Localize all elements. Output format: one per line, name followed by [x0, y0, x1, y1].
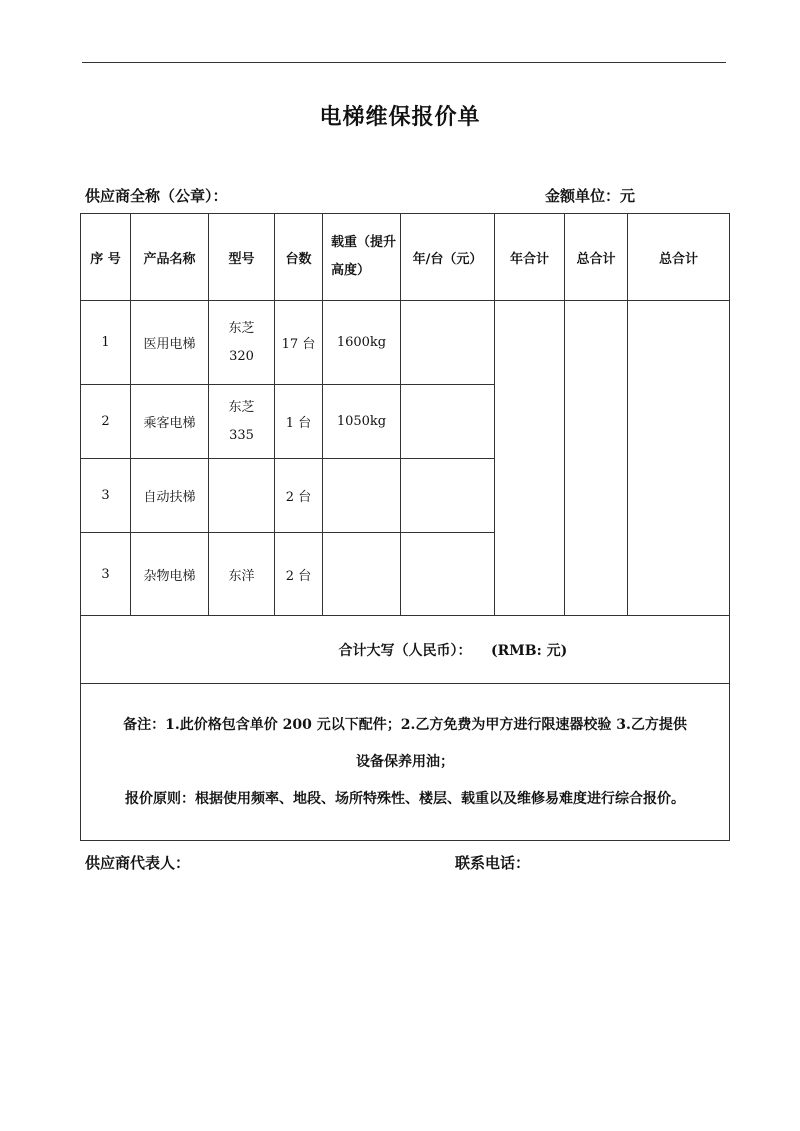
row-load: 1600kg [323, 301, 401, 385]
notes-line-1: 备注：1.此价格包含单价 200 元以下配件；2.乙方免费为甲方进行限速器校验 3.乙方提供 [123, 716, 687, 733]
row-model: 东洋 [209, 533, 275, 616]
row-no: 2 [81, 385, 131, 459]
row-qty: 1 台 [275, 385, 323, 459]
row-product: 乘客电梯 [131, 385, 209, 459]
row-qty: 2 台 [275, 533, 323, 616]
supplier-name-label: 供应商全称（公章）： [85, 187, 228, 205]
row-load: 1050kg [323, 385, 401, 459]
grand-total-cell-2 [628, 301, 730, 616]
row-model [209, 459, 275, 533]
row-load [323, 459, 401, 533]
header-cell-annual-per-unit: 年/台（元） [401, 214, 495, 301]
annual-total-cell [495, 301, 565, 616]
header-cell-annual-total: 年合计 [495, 214, 565, 301]
document-title: 电梯维保报价单 [319, 104, 481, 130]
row-no: 3 [81, 459, 131, 533]
row-no: 3 [81, 533, 131, 616]
row-product: 医用电梯 [131, 301, 209, 385]
currency-unit-label: 金额单位：元 [545, 187, 636, 205]
grand-total-cell [565, 301, 628, 616]
total-row [81, 616, 730, 684]
supplier-rep-label: 供应商代表人： [85, 854, 191, 872]
header-cell-load: 载重（提升高度） [323, 214, 401, 301]
row-qty: 17 台 [275, 301, 323, 385]
table-row [81, 301, 730, 385]
header-cell-no: 序 号 [81, 214, 131, 301]
row-product: 自动扶梯 [131, 459, 209, 533]
header-cell-grand-total: 总合计 [565, 214, 628, 301]
row-annual-per-unit [401, 385, 495, 459]
row-qty: 2 台 [275, 459, 323, 533]
row-model: 东芝320 [209, 301, 275, 385]
header-rule [82, 62, 726, 63]
row-product: 杂物电梯 [131, 533, 209, 616]
header-cell-model: 型号 [209, 214, 275, 301]
total-cell [81, 616, 730, 684]
notes-line-2: 设备保养用油； [356, 753, 454, 770]
total-label: 合计大写（人民币）： [338, 642, 472, 659]
total-rmb: (RMB: 元) [491, 642, 568, 659]
quote-table [80, 213, 730, 841]
header-cell-product: 产品名称 [131, 214, 209, 301]
pricing-principle: 报价原则：根据使用频率、地段、场所特殊性、楼层、载重以及维修易难度进行综合报价。 [125, 790, 685, 807]
notes-row [81, 684, 730, 841]
header-cell-qty: 台数 [275, 214, 323, 301]
notes-cell [81, 684, 730, 841]
row-annual-per-unit [401, 301, 495, 385]
row-model: 东芝335 [209, 385, 275, 459]
row-no: 1 [81, 301, 131, 385]
table-header-row [81, 214, 730, 301]
header-cell-grand-total-2: 总合计 [628, 214, 730, 301]
contact-phone-label: 联系电话： [455, 854, 531, 872]
row-load [323, 533, 401, 616]
row-annual-per-unit [401, 459, 495, 533]
row-annual-per-unit [401, 533, 495, 616]
